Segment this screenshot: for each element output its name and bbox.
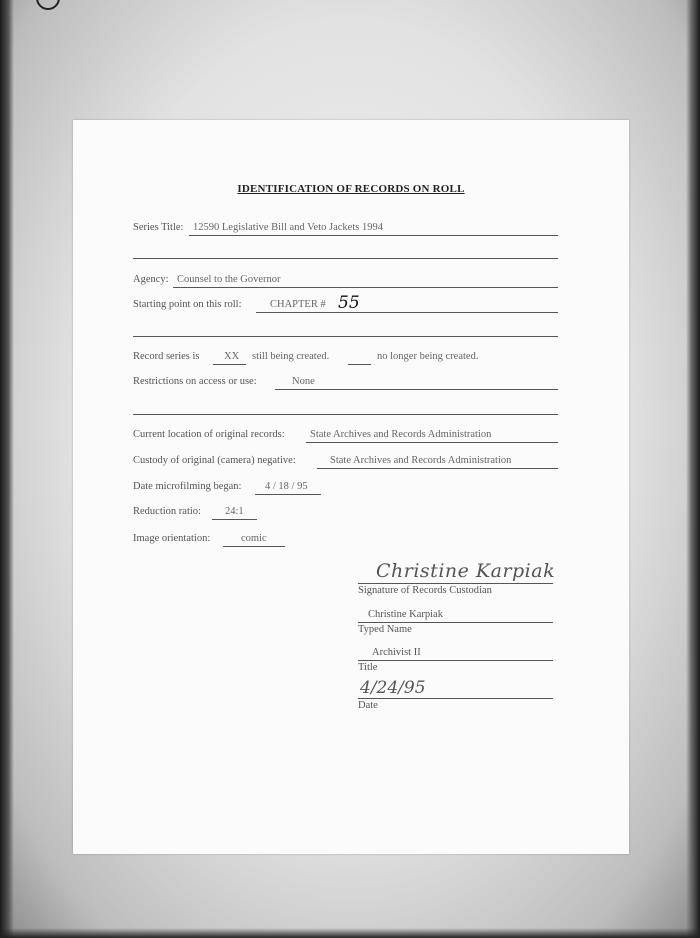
image-orientation-value: comic [241,533,267,544]
title-caption: Title [358,662,378,673]
signature-line [358,583,553,584]
typed-name-line [358,622,553,623]
custody-value: State Archives and Records Administration [330,455,512,466]
form-title [73,183,629,195]
image-orientation-row [133,533,558,549]
restrictions-label: Restrictions on access or use: [133,376,257,387]
signature-caption: Signature of Records Custodian [358,585,492,596]
date-began-row [133,481,558,497]
date-caption: Date [358,700,378,711]
corner-mark [36,0,60,10]
custody-label: Custody of original (camera) negative: [133,455,296,466]
starting-point-value: CHAPTER # [270,299,326,310]
current-location-value: State Archives and Records Administration [310,429,492,440]
date-began-label: Date microfilming began: [133,481,242,492]
record-series-label: Record series is [133,351,200,362]
agency-value: Counsel to the Governor [177,274,281,285]
series-title-label: Series Title: [133,222,184,233]
typed-name-caption: Typed Name [358,624,412,635]
record-series-mark-line [213,364,246,365]
records-form-sheet [73,120,629,854]
film-edge-right [686,0,700,938]
custodian-signature: Christine Karpiak [376,560,556,582]
record-series-row [133,351,558,367]
current-location-label: Current location of original records: [133,429,285,440]
restrictions-row [133,376,558,392]
restrictions-value: None [292,376,315,387]
date-began-line [255,494,321,495]
starting-point-line [256,312,558,313]
custody-row [133,455,558,471]
film-edge-bottom [0,928,700,938]
reduction-ratio-line [212,519,257,520]
reduction-ratio-row [133,506,558,522]
form-title-text: IDENTIFICATION OF RECORDS ON ROLL [237,183,465,195]
series-title-line [189,235,558,236]
record-series-mark: XX [224,351,240,362]
custody-line [317,468,558,469]
starting-point-label: Starting point on this roll: [133,299,242,310]
date-signed-value: 4/24/95 [360,678,426,698]
agency-label: Agency: [133,274,169,285]
reduction-ratio-value: 24:1 [225,506,244,517]
current-location-line [306,442,558,443]
date-line [358,698,553,699]
title-value: Archivist II [372,647,421,658]
image-orientation-label: Image orientation: [133,533,211,544]
signature-block [358,556,556,846]
image-orientation-line [223,546,285,547]
current-location-row [133,429,558,445]
series-title-value: 12590 Legislative Bill and Veto Jackets 1994 [193,222,383,233]
agency-row [133,274,558,290]
film-edge-left [0,0,14,938]
agency-line [173,287,558,288]
title-line [358,660,553,661]
restrictions-line [275,389,558,390]
still-being-created-label: still being created. [252,351,330,362]
typed-name-value: Christine Karpiak [368,609,443,620]
no-longer-line [348,364,371,365]
restrictions-extra-line [133,414,558,415]
series-title-extra-line [133,258,558,259]
starting-point-extra-line [133,336,558,337]
starting-point-handwritten: 55 [338,293,360,313]
series-title-row [133,222,558,238]
date-began-value: 4 / 18 / 95 [265,481,308,492]
starting-point-row [133,293,558,315]
no-longer-being-created-label: no longer being created. [377,351,479,362]
reduction-ratio-label: Reduction ratio: [133,506,201,517]
